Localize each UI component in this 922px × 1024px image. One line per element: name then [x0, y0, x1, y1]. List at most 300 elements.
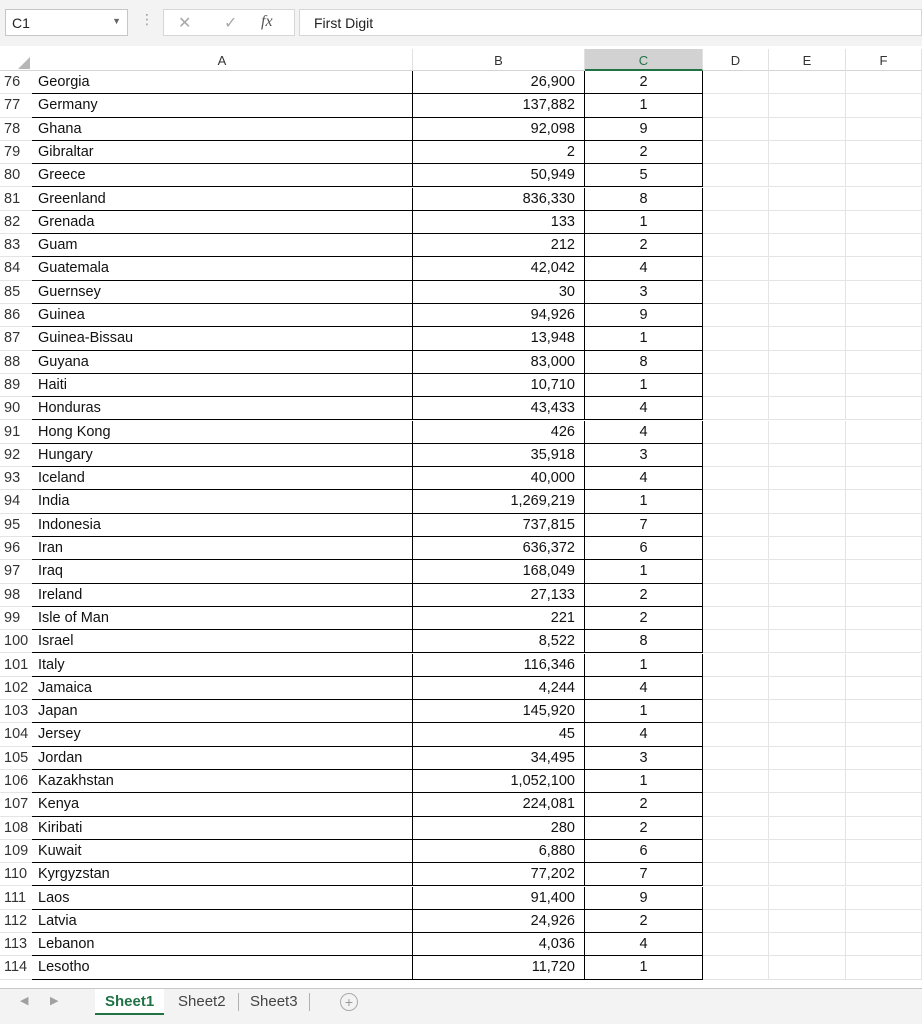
empty-cell[interactable] — [703, 677, 769, 700]
empty-cell[interactable] — [703, 654, 769, 677]
empty-cell[interactable] — [846, 304, 922, 327]
table-row — [0, 141, 922, 164]
empty-cell[interactable] — [769, 304, 846, 327]
column-header-f[interactable]: F — [846, 49, 922, 71]
empty-cell[interactable] — [703, 490, 769, 513]
empty-cell[interactable] — [846, 584, 922, 607]
cell-first-digit[interactable]: 1 — [585, 770, 703, 793]
empty-cell[interactable] — [703, 164, 769, 187]
empty-cell[interactable] — [769, 188, 846, 211]
empty-cell[interactable] — [769, 164, 846, 187]
cell-country[interactable]: Jersey — [32, 723, 413, 746]
empty-cell[interactable] — [703, 94, 769, 117]
empty-cell[interactable] — [846, 94, 922, 117]
column-header-d[interactable]: D — [703, 49, 769, 71]
empty-cell[interactable] — [846, 118, 922, 141]
empty-cell[interactable] — [703, 118, 769, 141]
cell-country[interactable]: Guinea — [32, 304, 413, 327]
cell-country[interactable]: Haiti — [32, 374, 413, 397]
empty-cell[interactable] — [846, 211, 922, 234]
empty-cell[interactable] — [846, 560, 922, 583]
row-number[interactable]: 97 — [0, 560, 32, 583]
cell-country[interactable]: Hungary — [32, 444, 413, 467]
empty-cell[interactable] — [703, 257, 769, 280]
empty-cell[interactable] — [846, 141, 922, 164]
cell-country[interactable]: Georgia — [32, 71, 413, 94]
cell-first-digit[interactable]: 9 — [585, 304, 703, 327]
cell-country[interactable]: India — [32, 490, 413, 513]
cell-country[interactable]: Hong Kong — [32, 421, 413, 444]
empty-cell[interactable] — [703, 700, 769, 723]
cell-country[interactable]: Israel — [32, 630, 413, 653]
cell-value[interactable]: 35,918 — [413, 444, 585, 467]
empty-cell[interactable] — [769, 863, 846, 886]
row-number[interactable]: 107 — [0, 793, 32, 816]
empty-cell[interactable] — [769, 211, 846, 234]
row-number[interactable]: 104 — [0, 723, 32, 746]
empty-cell[interactable] — [846, 351, 922, 374]
empty-cell[interactable] — [769, 840, 846, 863]
row-number[interactable]: 86 — [0, 304, 32, 327]
empty-cell[interactable] — [846, 164, 922, 187]
cell-first-digit[interactable]: 1 — [585, 211, 703, 234]
row-number[interactable]: 113 — [0, 933, 32, 956]
empty-cell[interactable] — [703, 817, 769, 840]
cell-value[interactable]: 1,269,219 — [413, 490, 585, 513]
cell-value[interactable]: 83,000 — [413, 351, 585, 374]
row-number[interactable]: 88 — [0, 351, 32, 374]
empty-cell[interactable] — [769, 887, 846, 910]
empty-cell[interactable] — [769, 257, 846, 280]
empty-cell[interactable] — [769, 933, 846, 956]
empty-cell[interactable] — [769, 281, 846, 304]
cell-first-digit[interactable]: 6 — [585, 537, 703, 560]
row-number[interactable]: 77 — [0, 94, 32, 117]
empty-cell[interactable] — [846, 71, 922, 94]
cell-first-digit[interactable]: 5 — [585, 164, 703, 187]
cell-value[interactable]: 221 — [413, 607, 585, 630]
cell-first-digit[interactable]: 3 — [585, 747, 703, 770]
cell-value[interactable]: 91,400 — [413, 887, 585, 910]
table-row — [0, 654, 922, 677]
empty-cell[interactable] — [769, 747, 846, 770]
row-number[interactable]: 95 — [0, 514, 32, 537]
cell-value[interactable]: 34,495 — [413, 747, 585, 770]
empty-cell[interactable] — [703, 467, 769, 490]
enter-icon[interactable]: ✓ — [224, 15, 238, 32]
cell-first-digit[interactable]: 9 — [585, 887, 703, 910]
empty-cell[interactable] — [846, 490, 922, 513]
cell-value[interactable]: 45 — [413, 723, 585, 746]
empty-cell[interactable] — [703, 234, 769, 257]
empty-cell[interactable] — [846, 444, 922, 467]
empty-cell[interactable] — [703, 723, 769, 746]
empty-cell[interactable] — [846, 397, 922, 420]
row-number[interactable]: 83 — [0, 234, 32, 257]
cell-first-digit[interactable]: 8 — [585, 188, 703, 211]
cell-first-digit[interactable]: 1 — [585, 94, 703, 117]
cell-value[interactable]: 836,330 — [413, 188, 585, 211]
cell-first-digit[interactable]: 8 — [585, 630, 703, 653]
row-number[interactable]: 96 — [0, 537, 32, 560]
row-number[interactable]: 90 — [0, 397, 32, 420]
empty-cell[interactable] — [769, 234, 846, 257]
empty-cell[interactable] — [846, 887, 922, 910]
empty-cell[interactable] — [703, 933, 769, 956]
empty-cell[interactable] — [846, 956, 922, 979]
cell-country[interactable]: Japan — [32, 700, 413, 723]
formula-input[interactable] — [299, 9, 922, 36]
row-number[interactable]: 101 — [0, 654, 32, 677]
more-options-icon[interactable]: ⋮ — [140, 11, 154, 27]
row-number[interactable]: 92 — [0, 444, 32, 467]
row-number[interactable]: 114 — [0, 956, 32, 979]
cell-country[interactable]: Grenada — [32, 211, 413, 234]
sheet-tab-sheet3[interactable]: Sheet3 — [250, 993, 298, 1010]
cell-first-digit[interactable]: 2 — [585, 141, 703, 164]
cell-value[interactable]: 8,522 — [413, 630, 585, 653]
row-number[interactable]: 81 — [0, 188, 32, 211]
cell-first-digit[interactable]: 2 — [585, 584, 703, 607]
row-number[interactable]: 85 — [0, 281, 32, 304]
scroll-left-icon[interactable]: ◀ — [20, 995, 29, 1007]
empty-cell[interactable] — [703, 211, 769, 234]
cell-country[interactable]: Iran — [32, 537, 413, 560]
row-number[interactable]: 82 — [0, 211, 32, 234]
empty-cell[interactable] — [846, 700, 922, 723]
cell-first-digit[interactable]: 1 — [585, 700, 703, 723]
cell-first-digit[interactable]: 6 — [585, 840, 703, 863]
cell-value[interactable]: 43,433 — [413, 397, 585, 420]
row-number[interactable]: 98 — [0, 584, 32, 607]
empty-cell[interactable] — [703, 351, 769, 374]
cell-country[interactable]: Jordan — [32, 747, 413, 770]
empty-cell[interactable] — [769, 817, 846, 840]
table-row — [0, 537, 922, 560]
insert-function-icon[interactable]: fx — [261, 13, 273, 30]
cell-value[interactable]: 636,372 — [413, 537, 585, 560]
empty-cell[interactable] — [846, 863, 922, 886]
empty-cell[interactable] — [769, 537, 846, 560]
empty-cell[interactable] — [703, 188, 769, 211]
empty-cell[interactable] — [846, 840, 922, 863]
cell-country[interactable]: Greece — [32, 164, 413, 187]
cell-country[interactable]: Kyrgyzstan — [32, 863, 413, 886]
cell-country[interactable]: Greenland — [32, 188, 413, 211]
empty-cell[interactable] — [846, 374, 922, 397]
cell-value[interactable]: 10,710 — [413, 374, 585, 397]
cell-value[interactable]: 94,926 — [413, 304, 585, 327]
empty-cell[interactable] — [703, 584, 769, 607]
empty-cell[interactable] — [769, 654, 846, 677]
cell-first-digit[interactable]: 9 — [585, 118, 703, 141]
empty-cell[interactable] — [769, 723, 846, 746]
cell-value[interactable]: 137,882 — [413, 94, 585, 117]
empty-cell[interactable] — [769, 490, 846, 513]
row-number[interactable]: 102 — [0, 677, 32, 700]
cell-country[interactable]: Jamaica — [32, 677, 413, 700]
cell-first-digit[interactable]: 1 — [585, 490, 703, 513]
empty-cell[interactable] — [703, 421, 769, 444]
row-number[interactable]: 91 — [0, 421, 32, 444]
row-number[interactable]: 100 — [0, 630, 32, 653]
empty-cell[interactable] — [769, 421, 846, 444]
empty-cell[interactable] — [703, 863, 769, 886]
empty-cell[interactable] — [846, 421, 922, 444]
empty-cell[interactable] — [846, 630, 922, 653]
row-number[interactable]: 78 — [0, 118, 32, 141]
empty-cell[interactable] — [769, 374, 846, 397]
cell-country[interactable]: Italy — [32, 654, 413, 677]
empty-cell[interactable] — [846, 327, 922, 350]
cell-value[interactable]: 4,244 — [413, 677, 585, 700]
add-sheet-icon[interactable]: + — [340, 993, 358, 1011]
cell-country[interactable]: Germany — [32, 94, 413, 117]
empty-cell[interactable] — [769, 141, 846, 164]
cell-country[interactable]: Laos — [32, 887, 413, 910]
cell-value[interactable]: 168,049 — [413, 560, 585, 583]
cell-value[interactable]: 224,081 — [413, 793, 585, 816]
cell-first-digit[interactable]: 4 — [585, 397, 703, 420]
cell-value[interactable]: 145,920 — [413, 700, 585, 723]
cell-value[interactable]: 50,949 — [413, 164, 585, 187]
row-number[interactable]: 105 — [0, 747, 32, 770]
row-number[interactable]: 112 — [0, 910, 32, 933]
table-row — [0, 607, 922, 630]
empty-cell[interactable] — [769, 584, 846, 607]
empty-cell[interactable] — [703, 840, 769, 863]
cell-value[interactable]: 2 — [413, 141, 585, 164]
empty-cell[interactable] — [703, 770, 769, 793]
empty-cell[interactable] — [769, 94, 846, 117]
column-header-b[interactable]: B — [413, 49, 585, 71]
empty-cell[interactable] — [769, 793, 846, 816]
row-number[interactable]: 94 — [0, 490, 32, 513]
empty-cell[interactable] — [846, 817, 922, 840]
empty-cell[interactable] — [846, 910, 922, 933]
empty-cell[interactable] — [703, 537, 769, 560]
cell-value[interactable]: 30 — [413, 281, 585, 304]
empty-cell[interactable] — [846, 467, 922, 490]
row-number[interactable]: 111 — [0, 887, 32, 910]
empty-cell[interactable] — [769, 607, 846, 630]
cell-value[interactable]: 426 — [413, 421, 585, 444]
cell-first-digit[interactable]: 4 — [585, 677, 703, 700]
cell-value[interactable]: 116,346 — [413, 654, 585, 677]
empty-cell[interactable] — [846, 770, 922, 793]
cell-country[interactable]: Honduras — [32, 397, 413, 420]
empty-cell[interactable] — [846, 747, 922, 770]
scroll-right-icon[interactable]: ▶ — [50, 995, 59, 1007]
empty-cell[interactable] — [769, 71, 846, 94]
cell-first-digit[interactable]: 2 — [585, 793, 703, 816]
column-header-c[interactable]: C — [585, 49, 703, 71]
empty-cell[interactable] — [703, 514, 769, 537]
cell-value[interactable]: 42,042 — [413, 257, 585, 280]
cell-country[interactable]: Iceland — [32, 467, 413, 490]
empty-cell[interactable] — [769, 956, 846, 979]
row-number[interactable]: 89 — [0, 374, 32, 397]
cell-value[interactable]: 92,098 — [413, 118, 585, 141]
cell-value[interactable]: 1,052,100 — [413, 770, 585, 793]
cell-first-digit[interactable]: 3 — [585, 281, 703, 304]
empty-cell[interactable] — [703, 281, 769, 304]
row-number[interactable]: 76 — [0, 71, 32, 94]
empty-cell[interactable] — [769, 351, 846, 374]
cell-first-digit[interactable]: 1 — [585, 956, 703, 979]
cell-value[interactable]: 27,133 — [413, 584, 585, 607]
cell-country[interactable]: Guyana — [32, 351, 413, 374]
cell-country[interactable]: Kuwait — [32, 840, 413, 863]
row-number[interactable]: 108 — [0, 817, 32, 840]
empty-cell[interactable] — [769, 630, 846, 653]
empty-cell[interactable] — [769, 118, 846, 141]
table-row — [0, 374, 922, 397]
cell-country[interactable]: Lesotho — [32, 956, 413, 979]
cell-value[interactable]: 11,720 — [413, 956, 585, 979]
row-number[interactable]: 79 — [0, 141, 32, 164]
empty-cell[interactable] — [769, 560, 846, 583]
cell-country[interactable]: Indonesia — [32, 514, 413, 537]
cell-country[interactable]: Lebanon — [32, 933, 413, 956]
cancel-icon[interactable]: ✕ — [178, 15, 192, 32]
table-row — [0, 397, 922, 420]
row-number[interactable]: 103 — [0, 700, 32, 723]
empty-cell[interactable] — [769, 327, 846, 350]
cell-country[interactable]: Guernsey — [32, 281, 413, 304]
column-header-e[interactable]: E — [769, 49, 846, 71]
cell-value[interactable]: 4,036 — [413, 933, 585, 956]
empty-cell[interactable] — [769, 397, 846, 420]
cell-first-digit[interactable]: 3 — [585, 444, 703, 467]
cell-value[interactable]: 212 — [413, 234, 585, 257]
empty-cell[interactable] — [769, 910, 846, 933]
cell-country[interactable]: Kazakhstan — [32, 770, 413, 793]
empty-cell[interactable] — [846, 654, 922, 677]
name-box[interactable] — [5, 9, 128, 36]
cell-first-digit[interactable]: 8 — [585, 351, 703, 374]
empty-cell[interactable] — [846, 607, 922, 630]
empty-cell[interactable] — [846, 257, 922, 280]
empty-cell[interactable] — [703, 560, 769, 583]
empty-cell[interactable] — [769, 514, 846, 537]
cell-country[interactable]: Guinea-Bissau — [32, 327, 413, 350]
empty-cell[interactable] — [703, 397, 769, 420]
cell-first-digit[interactable]: 2 — [585, 234, 703, 257]
empty-cell[interactable] — [703, 444, 769, 467]
empty-cell[interactable] — [703, 910, 769, 933]
cell-first-digit[interactable]: 7 — [585, 863, 703, 886]
empty-cell[interactable] — [846, 234, 922, 257]
cell-value[interactable]: 737,815 — [413, 514, 585, 537]
empty-cell[interactable] — [703, 141, 769, 164]
empty-cell[interactable] — [846, 188, 922, 211]
cell-country[interactable]: Kenya — [32, 793, 413, 816]
empty-cell[interactable] — [846, 723, 922, 746]
cell-country[interactable]: Ghana — [32, 118, 413, 141]
sheet-tab-sheet2[interactable]: Sheet2 — [178, 993, 226, 1010]
cell-first-digit[interactable]: 4 — [585, 933, 703, 956]
cell-country[interactable]: Gibraltar — [32, 141, 413, 164]
cell-value[interactable]: 13,948 — [413, 327, 585, 350]
empty-cell[interactable] — [703, 607, 769, 630]
empty-cell[interactable] — [846, 514, 922, 537]
cell-country[interactable]: Isle of Man — [32, 607, 413, 630]
empty-cell[interactable] — [846, 933, 922, 956]
cell-first-digit[interactable]: 4 — [585, 257, 703, 280]
cell-country[interactable]: Guatemala — [32, 257, 413, 280]
cell-country[interactable]: Ireland — [32, 584, 413, 607]
cell-country[interactable]: Latvia — [32, 910, 413, 933]
cell-value[interactable]: 26,900 — [413, 71, 585, 94]
empty-cell[interactable] — [703, 747, 769, 770]
row-number[interactable]: 99 — [0, 607, 32, 630]
empty-cell[interactable] — [703, 304, 769, 327]
cell-first-digit[interactable]: 1 — [585, 560, 703, 583]
cell-first-digit[interactable]: 4 — [585, 723, 703, 746]
cell-first-digit[interactable]: 2 — [585, 817, 703, 840]
cell-value[interactable]: 6,880 — [413, 840, 585, 863]
select-all-corner[interactable] — [0, 49, 32, 71]
empty-cell[interactable] — [769, 467, 846, 490]
cell-first-digit[interactable]: 2 — [585, 71, 703, 94]
empty-cell[interactable] — [769, 700, 846, 723]
cell-first-digit[interactable]: 1 — [585, 654, 703, 677]
cell-first-digit[interactable]: 1 — [585, 327, 703, 350]
empty-cell[interactable] — [846, 793, 922, 816]
cell-first-digit[interactable]: 4 — [585, 421, 703, 444]
cell-value[interactable]: 24,926 — [413, 910, 585, 933]
row-number[interactable]: 110 — [0, 863, 32, 886]
empty-cell[interactable] — [703, 327, 769, 350]
cell-country[interactable]: Guam — [32, 234, 413, 257]
column-header-a[interactable]: A — [32, 49, 413, 71]
empty-cell[interactable] — [769, 444, 846, 467]
cell-value[interactable]: 133 — [413, 211, 585, 234]
cell-country[interactable]: Iraq — [32, 560, 413, 583]
empty-cell[interactable] — [769, 770, 846, 793]
empty-cell[interactable] — [703, 887, 769, 910]
empty-cell[interactable] — [703, 374, 769, 397]
sheet-tab-sheet1[interactable]: Sheet1 — [95, 989, 164, 1015]
cell-country[interactable]: Kiribati — [32, 817, 413, 840]
row-number[interactable]: 87 — [0, 327, 32, 350]
chevron-down-icon[interactable]: ▼ — [112, 16, 121, 26]
empty-cell[interactable] — [703, 793, 769, 816]
cell-first-digit[interactable]: 2 — [585, 607, 703, 630]
cell-value[interactable]: 77,202 — [413, 863, 585, 886]
row-number[interactable]: 84 — [0, 257, 32, 280]
cell-first-digit[interactable]: 2 — [585, 910, 703, 933]
empty-cell[interactable] — [769, 677, 846, 700]
row-number[interactable]: 106 — [0, 770, 32, 793]
row-number[interactable]: 93 — [0, 467, 32, 490]
empty-cell[interactable] — [846, 281, 922, 304]
cell-value[interactable]: 40,000 — [413, 467, 585, 490]
empty-cell[interactable] — [703, 956, 769, 979]
row-number[interactable]: 109 — [0, 840, 32, 863]
cell-value[interactable]: 280 — [413, 817, 585, 840]
row-number[interactable]: 80 — [0, 164, 32, 187]
table-row — [0, 863, 922, 886]
empty-cell[interactable] — [703, 630, 769, 653]
cell-first-digit[interactable]: 4 — [585, 467, 703, 490]
cell-first-digit[interactable]: 1 — [585, 374, 703, 397]
empty-cell[interactable] — [703, 71, 769, 94]
cell-first-digit[interactable]: 7 — [585, 514, 703, 537]
empty-cell[interactable] — [846, 677, 922, 700]
empty-cell[interactable] — [846, 537, 922, 560]
